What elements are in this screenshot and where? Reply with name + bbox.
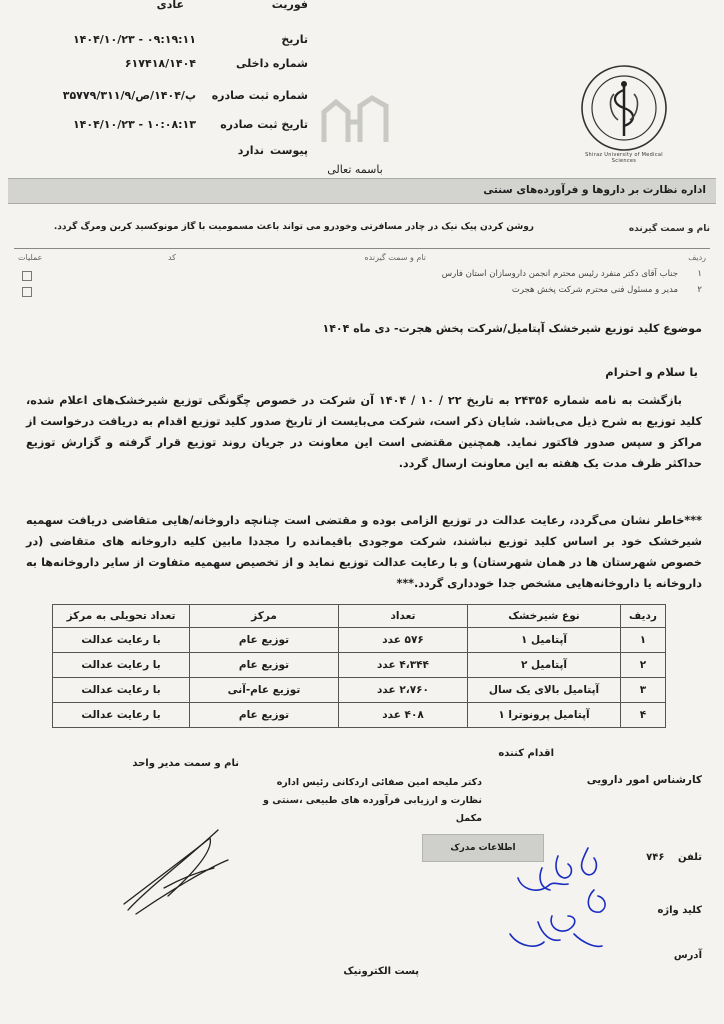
table-cell: ۳ [621, 678, 666, 703]
outgoing-date-label: تاریخ ثبت صادره [220, 118, 308, 131]
recipients-header [18, 253, 706, 269]
recipients-header-row: ردیف [688, 253, 706, 262]
table-cell: آپتامیل ۱ [468, 628, 621, 653]
keyword-label: کلید واژه [657, 905, 702, 916]
logo-caption: Shiraz University of Medical Sciences [585, 152, 663, 164]
attachment-value: ندارد [237, 144, 264, 157]
bismillah: باسمه تعالی [327, 163, 383, 176]
recipients-header-code: کد [167, 253, 176, 262]
table-cell: توزیع عام [190, 653, 339, 678]
operations-checkbox-icon[interactable] [22, 271, 32, 281]
recipient-number: ۱ [697, 269, 702, 279]
recipient-item [18, 269, 706, 285]
recipients-header-name: نام و سمت گیرنده [364, 253, 426, 262]
table-header-row [53, 605, 666, 628]
subject-line: موضوع کلید توزیع شیرخشک آپتامیل/شرکت پخش هجرت- دی ماه ۱۴۰۴ [322, 322, 702, 335]
table-cell: با رعایت عدالت [53, 653, 190, 678]
date-label: تاریخ [281, 33, 308, 46]
priority-value: عادی [156, 0, 184, 11]
address-label: آدرس [673, 950, 702, 961]
greeting: با سلام و احترام [605, 365, 698, 379]
column-header: مرکز [190, 605, 339, 628]
action-label: اقدام کننده [498, 748, 554, 759]
department-name: اداره نظارت بر داروها و فرآورده‌های سنتی [483, 184, 706, 196]
distribution-table [52, 604, 666, 728]
recipient-number: ۲ [697, 285, 702, 295]
university-emblem-icon [574, 54, 674, 164]
date-value: ۱۴۰۴/۱۰/۲۳ - ۰۹:۱۹:۱۱ [72, 33, 196, 46]
recipient-label: نام و سمت گیرنده [628, 224, 710, 234]
table-cell: ۴،۳۴۴ عدد [339, 653, 468, 678]
signature-icon [118, 818, 238, 918]
handwritten-note-icon [498, 838, 638, 968]
table-cell: توزیع عام-آنی [190, 678, 339, 703]
table-cell: ۴ [621, 703, 666, 728]
recipient-text: مدیر و مسئول فنی محترم شرکت پخش هجرت [511, 285, 678, 295]
unit-head-label: نام و سمت مدیر واحد [132, 758, 239, 769]
attachment-label: پیوست [270, 144, 308, 157]
safety-notice: روشن کردن پیک نیک در چادر مسافرتی وخودرو می تواند باعث مسمومیت با گاز مونوکسید کربن ومرگ گردد. [53, 222, 534, 232]
signer-name: دکتر ملیحه امین صفائی اردکانی رئیس اداره نظارت و ارزیابی فرآورده های طبیعی ،سنتی و مکمل [263, 777, 482, 824]
column-header: ردیف [621, 605, 666, 628]
table-cell: آپتامیل ۲ [468, 653, 621, 678]
outgoing-date-value: ۱۴۰۴/۱۰/۲۳ - ۱۰:۰۸:۱۳ [72, 118, 196, 131]
internal-number-label: شماره داخلی [236, 57, 308, 70]
table-cell: توزیع عام [190, 628, 339, 653]
outgoing-number-value: ۳۵۷۷۹/۳۱۱/۹/پ/۱۴۰۴/ص [62, 89, 196, 102]
phone-field [646, 852, 702, 863]
body-paragraph-1: بازگشت به نامه شماره ۲۴۳۵۶ به تاریخ ۲۲ / ۱۰ / ۱۴۰۴ آن شرکت در خصوص چگونگی توزیع شیرخشک‌های اعلام شده، کلید توزیع به شرح ذیل می‌باشد. شایان ذکر است، شرکت می‌بایست از تاریخ صدور کلید توزیع اقدام به دریافت درخواست از مراکز و سپس صدور فاکتور نماید. همچنین مقتضی است این معاونت در جریان روند توزیع قرار گرفته و گزارش توزیع حداکثر ظرف مدت یک هفته به این معاونت ارسال گردد. [26, 394, 702, 470]
column-header: تعداد تحویلی به مرکز [53, 605, 190, 628]
table-cell: توزیع عام [190, 703, 339, 728]
university-logo [574, 54, 674, 174]
table-cell: ۴۰۸ عدد [339, 703, 468, 728]
table-cell: ۵۷۶ عدد [339, 628, 468, 653]
recipients-header-ops: عملیات [18, 253, 43, 262]
department-band [8, 178, 716, 204]
outgoing-number-label: شماره ثبت صادره [211, 89, 308, 102]
table-cell: آپتامیل بالای یک سال [468, 678, 621, 703]
table-cell: با رعایت عدالت [53, 628, 190, 653]
column-header: تعداد [339, 605, 468, 628]
phone-label: تلفن [677, 852, 702, 863]
phone-value: ۷۴۶ [646, 852, 665, 863]
priority-field [0, 0, 724, 18]
operations-checkbox-icon[interactable] [22, 287, 32, 297]
table-row [53, 678, 666, 703]
recipient-text: جناب آقای دکتر منفرد رئیس محترم انجمن داروسازان استان فارس [441, 269, 678, 279]
priority-label: فوریت [271, 0, 308, 11]
table-cell: آپتامیل پرونوترا ۱ [468, 703, 621, 728]
table-cell: با رعایت عدالت [53, 678, 190, 703]
table-cell: با رعایت عدالت [53, 703, 190, 728]
internal-number-value: ۶۱۷۴۱۸/۱۴۰۴ [124, 57, 196, 70]
watermark-emblem-icon [316, 92, 396, 152]
table-row [53, 628, 666, 653]
table-cell: ۱ [621, 628, 666, 653]
table-cell: ۲ [621, 653, 666, 678]
table-row [53, 653, 666, 678]
body-paragraph-2: ***خاطر نشان می‌گردد، رعایت عدالت در توزیع الزامی بوده و مقتضی است چنانچه داروخانه/هایی متقاضی دریافت سهمیه شیرخشک خود بر اساس کلید توزیع نباشند، شرکت موجودی باقیمانده را مجددا مابین کلیه داروخانه های متقاضی (در خصوص شهرستان ها در همان شهرستان) و با رعایت عدالت توزیع نماید و از تخصیص سهمیه متفاوت از سایر داروخانه‌ها به داروخانه یا داروخانه‌هایی مشخص جدا خودداری گردد.*** [26, 514, 702, 590]
document-info-label: اطلاعات مدرک [422, 834, 544, 862]
email-label: پست الکترونیک [343, 966, 419, 977]
date-field [0, 33, 724, 53]
table-row [53, 703, 666, 728]
table-cell: ۲،۷۶۰ عدد [339, 678, 468, 703]
action-person: کارشناس امور دارویی [586, 774, 702, 786]
recipient-item [18, 285, 706, 301]
recipients-panel [14, 248, 710, 304]
column-header: نوع شیرخشک [468, 605, 621, 628]
